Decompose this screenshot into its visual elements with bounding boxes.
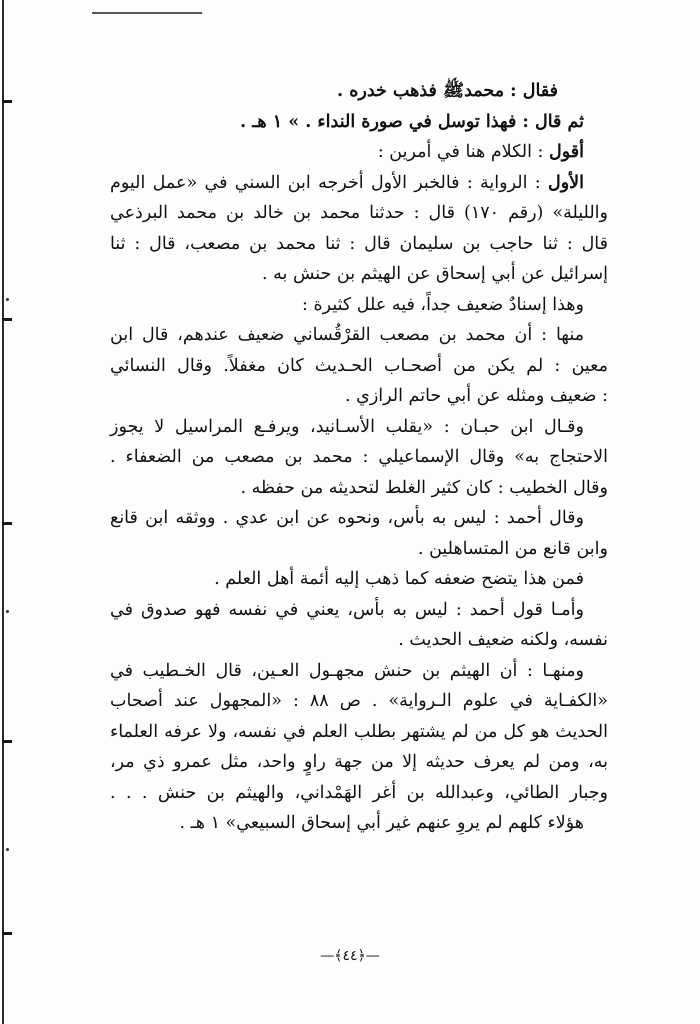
text-line (110, 137, 608, 168)
text-segment: منها : أن محمد بن مصعب القرْقُساني ضعيف عندهم، قال ابن (110, 325, 584, 345)
text-segment: وقال الخطيب : كان كثير الغلط لتحديثه من حفظه . (240, 477, 608, 498)
text-line (110, 473, 608, 504)
text-segment: وقال أحمد : ليس به بأس، ونحوه عن ابن عدي . ووثقه ابن قانع (110, 508, 584, 528)
text-line (110, 381, 608, 412)
text-segment: الاحتجاج به» وقال الإسماعيلي : محمد بن مصعب من الضعفاء . (110, 447, 608, 467)
margin-tick (2, 318, 12, 321)
text-segment: نفسه، ولكنه ضعيف الحديث . (398, 630, 608, 650)
text-line (110, 168, 608, 199)
text-segment: : الكلام هنا في أمرين : (377, 142, 550, 162)
text-line (110, 259, 608, 290)
text-segment: به، ومن لم يعرف حديثه إلا من جهة راوٍ واحد، مثل عمرو ذي مر، (110, 752, 608, 772)
text-line (110, 656, 608, 687)
text-line (110, 625, 608, 656)
text-segment: وقـال ابن حبـان : «يقلب الأسـانيد، ويرفـع المراسيل لا يجوز (110, 416, 584, 437)
text-line (110, 747, 608, 778)
margin-tick (2, 740, 12, 743)
text-line (110, 808, 608, 839)
text-segment: وجبار الطائي، وعبدالله بن أغر الهَمْداني، والهيثم بن حنش . . . (110, 782, 608, 803)
text-segment: : ضعيف ومثله عن أبي حاتم الرازي . (345, 386, 608, 406)
text-line (110, 595, 608, 626)
text-segment: هؤلاء كلهم لم يروِ عنهم غير أبي إسحاق السبيعي» ١ هـ . (179, 813, 584, 833)
text-line (110, 778, 608, 809)
binding-edge (2, 0, 4, 1024)
page-body-text (110, 76, 608, 839)
margin-tick (2, 522, 12, 525)
text-line (110, 534, 608, 565)
text-line (110, 717, 608, 748)
text-line (110, 412, 608, 443)
margin-dot (6, 610, 9, 613)
text-segment: قال : ثنا حاجب بن سليمان قال : ثنا محمد بن مصعب، قال : ثنا (110, 233, 608, 254)
text-segment: «الكفـاية في علوم الـرواية» . ص ٨٨ : «المجهول عند أصحاب (110, 691, 608, 711)
text-line (110, 564, 608, 595)
text-segment: معين : لم يكن من أصحـاب الحـديث كان مغفلاً. وقال النسائي (110, 355, 608, 376)
margin-tick (2, 932, 12, 935)
bold-text-segment: أقول (549, 142, 584, 162)
text-segment: وهذا إسنادٌ ضعيف جداً، فيه علل كثيرة : (302, 294, 584, 315)
text-line (110, 503, 608, 534)
text-segment: : الرواية : فالخبر الأول أخرجه ابن السني في «عمل اليوم (110, 172, 548, 193)
text-segment: والليلة» (رقم ١٧٠) قال : حدثنا محمد بن خالد بن محمد البرذعي (110, 203, 608, 223)
bold-text-segment: ثم قال : فهذا توسل في صورة النداء . » ١ هـ . (240, 111, 584, 132)
text-segment: وابن قانع من المتساهلين . (417, 538, 608, 559)
top-scan-mark (92, 12, 202, 14)
text-segment: الحديث هو كل من لم يشتهر بطلب العلم في نفسه، ولا عرفه العلماء (110, 721, 608, 742)
text-segment: وأمـا قول أحمد : ليس به بأس، يعني في نفسه فهو صدوق في (110, 599, 584, 620)
text-line (110, 76, 608, 107)
margin-dot (6, 298, 9, 301)
text-line (110, 351, 608, 382)
text-line (110, 686, 608, 717)
bold-text-segment: فقال : محمدﷺ فذهب خدره . (337, 81, 558, 101)
page-number: —﴿٤٤﴾— (320, 948, 380, 964)
text-segment: فمن هذا يتضح ضعفه كما ذهب إليه أئمة أهل العلم . (214, 569, 584, 589)
text-line (110, 107, 608, 138)
margin-dot (6, 848, 9, 851)
text-line (110, 229, 608, 260)
margin-tick (2, 100, 12, 103)
text-line (110, 442, 608, 473)
text-line (110, 320, 608, 351)
bold-text-segment: الأول (547, 172, 584, 193)
text-segment: ومنهـا : أن الهيثم بن حنش مجهـول العـين، قال الخـطيب في (110, 660, 584, 681)
text-line (110, 198, 608, 229)
text-segment: إسرائيل عن أبي إسحاق عن الهيثم بن حنش به . (262, 264, 608, 284)
text-line (110, 290, 608, 321)
